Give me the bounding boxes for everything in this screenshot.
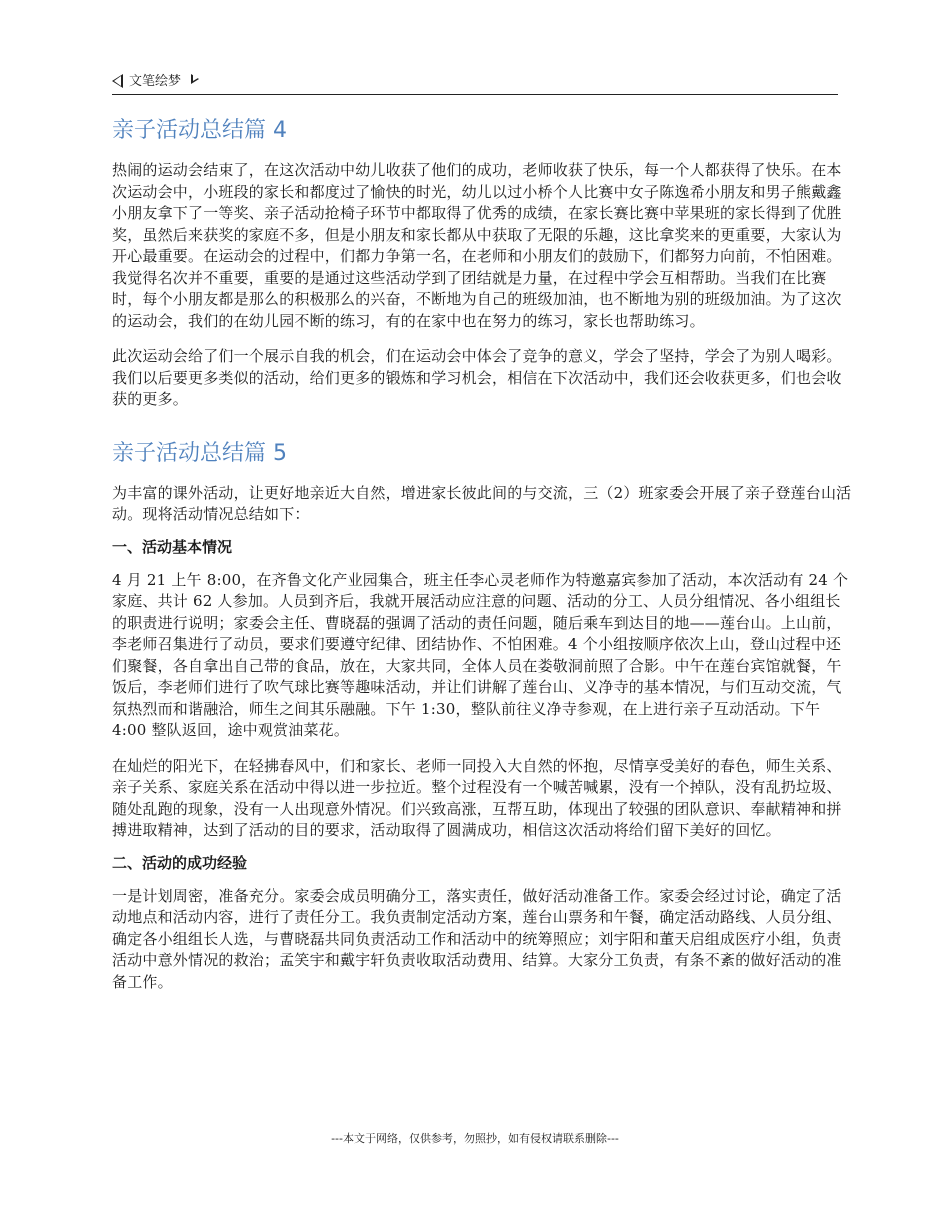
page-header: [112, 72, 838, 95]
brand-text: 文笔绘梦: [129, 74, 182, 89]
triangle-right-icon: [191, 74, 199, 84]
triangle-left-icon: [112, 74, 123, 88]
section-5-title: 亲子活动总结篇 5: [112, 440, 287, 466]
section-5-intro: 为丰富的课外活动，让更好地亲近大自然，增进家长彼此间的与交流，三（2）班家委会开展了亲子登莲台山活动。现将活动情况总结如下：: [112, 483, 852, 523]
section-4-paragraph-2: 此次运动会给了们一个展示自我的机会，们在运动会中体会了竞争的意义，学会了坚持，学会了为别人喝彩。我们以后要更多类似的活动，给们更多的锻炼和学习机会，相信在下次活动中，我们还会收获更多，们也会收获的更多。: [112, 347, 842, 408]
subsection-1-heading: 一、活动基本情况: [112, 537, 233, 556]
subsection-2-heading: 二、活动的成功经验: [112, 853, 248, 872]
document-body: [112, 110, 852, 993]
header-brand: [112, 72, 199, 92]
page-footer: ---本文于网络，仅供参考，勿照抄，如有侵权请联系删除---: [331, 1132, 619, 1145]
subsection-2-paragraph-1: 一是计划周密，准备充分。家委会成员明确分工，落实责任，做好活动准备工作。家委会经过讨论，确定了活动地点和活动内容，进行了责任分工。我负责制定活动方案，莲台山票务和午餐，确定活动路线、人员分组、确定各小组组长人选，与曹晓磊共同负责活动工作和活动中的统筹照应；刘宇阳和董天启组成医疗小组，负责活动中意外情况的救治；孟笑宇和戴宇轩负责收取活动费用、结算。大家分工负责，有条不紊的做好活动的准备工作。: [112, 886, 842, 991]
section-4-title: 亲子活动总结篇 4: [112, 118, 287, 143]
section-4-paragraph-1: 热闹的运动会结束了，在这次活动中幼儿收获了他们的成功，老师收获了快乐，每一个人都获得了快乐。在本次运动会中，小班段的家长和都度过了愉快的时光，幼儿以过小桥个人比赛中女子陈逸希小朋友和男子熊戴鑫小朋友拿下了一等奖、亲子活动抢椅子环节中都取得了优秀的成绩，在家长赛比赛中苹果班的家长得到了优胜奖，虽然后来获奖的家庭不多，但是小朋友和家长都从中获取了无限的乐趣，这比拿奖来的更重要，大家认为开心最重要。在运动会的过程中，们都力争第一名，在老师和小朋友们的鼓励下，们都努力向前，不怕困难。我觉得名次并不重要，重要的是通过这些活动学到了团结就是力量，在过程中学会互相帮助。当我们在比赛时，每个小朋友都是那么的积极那么的兴奋，不断地为自己的班级加油，也不断地为别的班级加油。为了这次的运动会，我们的在幼儿园不断的练习，有的在家中也在努力的练习，家长也帮助练习。: [112, 161, 842, 330]
subsection-1-paragraph-2: 在灿烂的阳光下，在轻拂春风中，们和家长、老师一同投入大自然的怀抱，尽情享受美好的春色，师生关系、亲子关系、家庭关系在活动中得以进一步拉近。整个过程没有一个喊苦喊累，没有一个掉队，没有乱扔垃圾、随处乱跑的现象，没有一人出现意外情况。们兴致高涨，互帮互助，体现出了较强的团队意识、奉献精神和拼搏进取精神，达到了活动的目的要求，活动取得了圆满成功，相信这次活动将给们留下美好的回忆。: [112, 756, 842, 839]
subsection-1-paragraph-1: 4 月 21 上午 8:00，在齐鲁文化产业园集合，班主任李心灵老师作为特邀嘉宾参加了活动，本次活动有 24 个家庭、共计 62 人参加。人员到齐后，我就开展活动应注意的问题、活动的分工、人员分组情况、各小组组长的职责进行说明；家委会主任、曹晓磊的强调了活动的责任问题，随后乘车到达目的地——莲台山。上山前，李老师召集进行了动员，要求们要遵守纪律、团结协作、不怕困难。4 个小组按顺序依次上山，登山过程中还们聚餐，各自拿出自己带的食品，放在，大家共同，全体人员在娄敬洞前照了合影。中午在莲台宾馆就餐，午饭后，李老师们进行了吹气球比赛等趣味活动，并让们讲解了莲台山、义净寺的基本情况，与们互动交流，气氛热烈而和谐融洽，师生之间其乐融融。下午 1:30，整队前往义净寺参观，在上进行亲子互动活动。下午 4:00 整队返回，途中观赏油菜花。: [112, 570, 849, 739]
